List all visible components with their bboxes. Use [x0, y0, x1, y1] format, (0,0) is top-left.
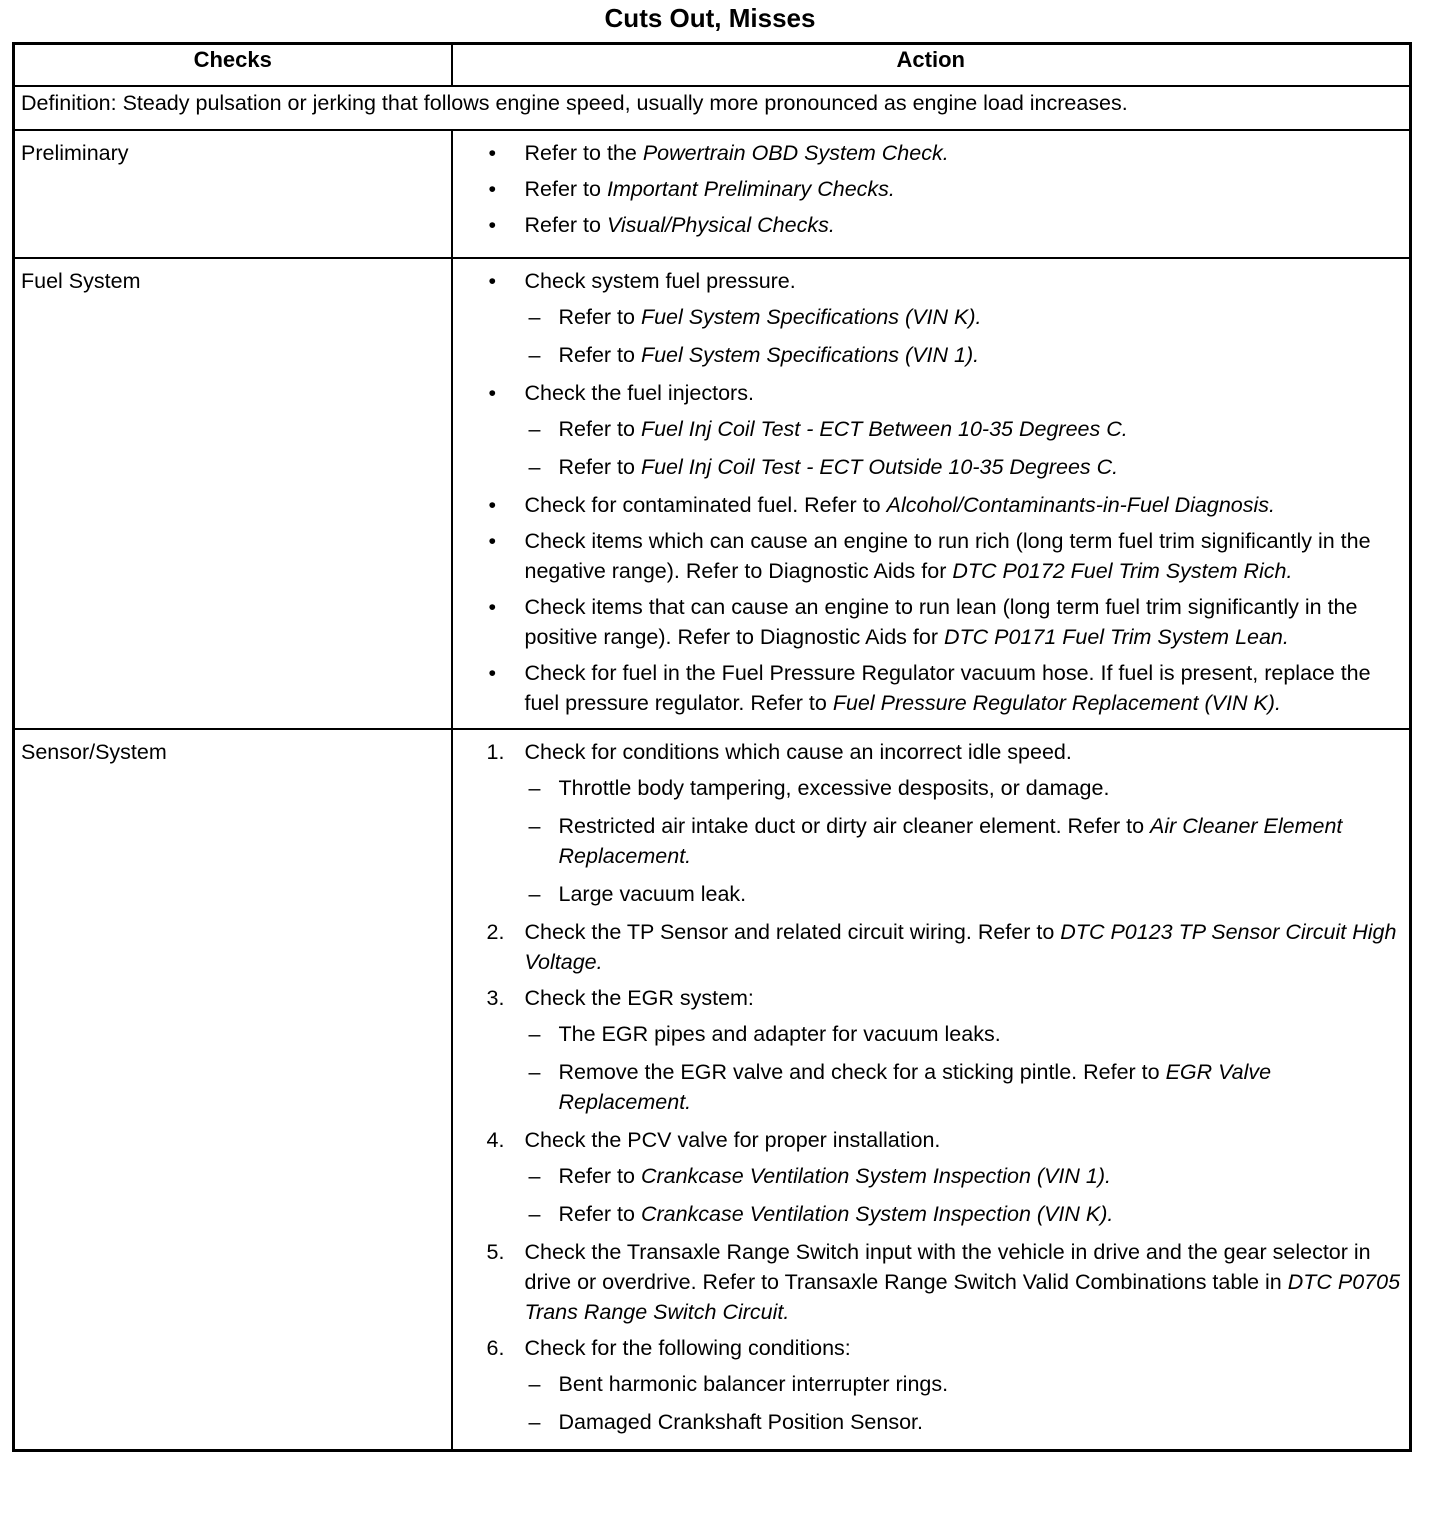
- item-text: [559, 1022, 1001, 1046]
- item-text: [525, 1240, 1401, 1324]
- item-text: [525, 493, 1276, 517]
- plain-text: Check the PCV valve for proper installation.: [524, 1128, 941, 1152]
- item-text: [559, 417, 1128, 441]
- fuel-system-row: [14, 258, 1411, 729]
- bullet-icon: •: [488, 529, 497, 553]
- plain-text: Refer to: [558, 417, 641, 441]
- dash-icon: –: [528, 1372, 541, 1396]
- dash-icon: –: [528, 776, 541, 800]
- plain-text: Refer to: [558, 1164, 641, 1188]
- plain-text: Check for the following conditions:: [524, 1336, 851, 1360]
- bullet-icon: •: [488, 177, 497, 201]
- sub-item: [525, 811, 1404, 871]
- plain-text: Refer to: [558, 343, 641, 367]
- item-text: [525, 213, 835, 237]
- item-number: 2.: [486, 920, 505, 944]
- checks-header: Checks: [14, 44, 452, 87]
- sub-item: [525, 1057, 1404, 1117]
- sub-item: [525, 414, 1404, 444]
- item-text: [525, 529, 1371, 583]
- reference-text: Fuel System Specifications (VIN 1).: [640, 343, 980, 367]
- plain-text: Check for fuel in the Fuel Pressure Regulator vacuum hose. If fuel is present, replace the fuel pressure regulator. Refer to: [524, 661, 1371, 715]
- plain-text: Restricted air intake duct or dirty air cleaner element. Refer to: [558, 814, 1151, 838]
- plain-text: Check the Transaxle Range Switch input with the vehicle in drive and the gear selector in drive or overdrive. Refer to Transaxle Range Switch Valid Combinations table in: [524, 1240, 1371, 1294]
- plain-text: Remove the EGR valve and check for a sticking pintle. Refer to: [558, 1060, 1166, 1084]
- item-text: [525, 381, 754, 405]
- item-number: 6.: [486, 1336, 505, 1360]
- definition-text: Definition: Steady pulsation or jerking that follows engine speed, usually more pronounced as engine load increases.: [14, 86, 1411, 130]
- item-text: [559, 776, 1110, 800]
- numbered-item: [487, 1237, 1404, 1327]
- item-number: 5.: [486, 1240, 505, 1264]
- sub-item: [525, 1369, 1404, 1399]
- reference-text: DTC P0172 Fuel Trim System Rich.: [952, 559, 1293, 583]
- sub-item: [525, 773, 1404, 803]
- item-text: [525, 1336, 851, 1360]
- action-header: Action: [452, 44, 1411, 87]
- plain-text: Check system fuel pressure.: [524, 269, 796, 293]
- dash-icon: –: [528, 417, 541, 441]
- reference-text: Fuel Inj Coil Test - ECT Outside 10-35 Degrees C.: [640, 455, 1119, 479]
- item-text: [559, 455, 1119, 479]
- sub-item: [525, 1407, 1404, 1437]
- item-text: [525, 1128, 941, 1152]
- sub-list: [525, 1019, 1404, 1117]
- numbered-item: [487, 917, 1404, 977]
- plain-text: Refer to: [558, 305, 641, 329]
- header-row: [14, 44, 1411, 87]
- plain-text: Refer to: [524, 213, 607, 237]
- item-text: [559, 814, 1343, 868]
- item-text: [525, 177, 895, 201]
- plain-text: Bent harmonic balancer interrupter rings.: [558, 1372, 949, 1396]
- sub-list: [525, 302, 1404, 370]
- item-text: [559, 1410, 924, 1434]
- sub-list: [525, 1161, 1404, 1229]
- dash-icon: –: [528, 1060, 541, 1084]
- bullet-item: [487, 658, 1404, 718]
- item-text: [525, 141, 949, 165]
- item-text: [525, 986, 754, 1010]
- reference-text: Fuel Inj Coil Test - ECT Between 10-35 Degrees C.: [640, 417, 1128, 441]
- item-text: [525, 269, 796, 293]
- plain-text: Refer to the: [524, 141, 643, 165]
- item-text: [525, 661, 1371, 715]
- plain-text: Check the fuel injectors.: [524, 381, 754, 405]
- sensor-system-label: Sensor/System: [14, 729, 452, 1451]
- sub-item: [525, 1199, 1404, 1229]
- reference-text: DTC P0171 Fuel Trim System Lean.: [943, 625, 1289, 649]
- dash-icon: –: [528, 1164, 541, 1188]
- bullet-icon: •: [488, 269, 497, 293]
- plain-text: Throttle body tampering, excessive desposits, or damage.: [558, 776, 1110, 800]
- bullet-icon: •: [488, 493, 497, 517]
- reference-text: EGR Valve Replacement.: [558, 1060, 1272, 1114]
- plain-text: Refer to: [558, 1202, 641, 1226]
- plain-text: Large vacuum leak.: [558, 882, 747, 906]
- sub-item: [525, 1161, 1404, 1191]
- sub-item: [525, 340, 1404, 370]
- item-text: [559, 343, 980, 367]
- numbered-item: [487, 1125, 1404, 1229]
- preliminary-row: [14, 130, 1411, 258]
- bullet-item: [487, 266, 1404, 370]
- plain-text: Check the EGR system:: [524, 986, 754, 1010]
- plain-text: Check items that can cause an engine to run lean (long term fuel trim significantly in the positive range). Refer to Diagnostic Aids for: [524, 595, 1358, 649]
- bullet-item: [487, 138, 1404, 168]
- bullet-item: [487, 378, 1404, 482]
- fuel-system-label: Fuel System: [14, 258, 452, 729]
- bullet-item: [487, 174, 1404, 204]
- sub-item: [525, 452, 1404, 482]
- reference-text: DTC P0123 TP Sensor Circuit High Voltage.: [524, 920, 1397, 974]
- dash-icon: –: [528, 343, 541, 367]
- numbered-item: [487, 737, 1404, 909]
- item-text: [559, 882, 747, 906]
- bullet-icon: •: [488, 381, 497, 405]
- sub-item: [525, 302, 1404, 332]
- reference-text: Important Preliminary Checks.: [606, 177, 895, 201]
- plain-text: Check the TP Sensor and related circuit wiring. Refer to: [524, 920, 1061, 944]
- dash-icon: –: [528, 1202, 541, 1226]
- definition-row: [14, 86, 1411, 130]
- item-text: [559, 1164, 1111, 1188]
- bullet-item: [487, 592, 1404, 652]
- item-text: [525, 920, 1397, 974]
- item-text: [559, 1060, 1272, 1114]
- reference-text: DTC P0705 Trans Range Switch Circuit.: [524, 1270, 1401, 1324]
- reference-text: Crankcase Ventilation System Inspection (VIN 1).: [640, 1164, 1111, 1188]
- plain-text: Check items which can cause an engine to run rich (long term fuel trim significantly in the negative range). Refer to Diagnostic Aids for: [524, 529, 1371, 583]
- reference-text: Alcohol/Contaminants-in-Fuel Diagnosis.: [886, 493, 1275, 517]
- sensor-system-row: [14, 729, 1411, 1451]
- plain-text: The EGR pipes and adapter for vacuum leaks.: [558, 1022, 1001, 1046]
- item-text: [559, 1372, 949, 1396]
- reference-text: Fuel Pressure Regulator Replacement (VIN K).: [832, 691, 1281, 715]
- preliminary-label: Preliminary: [14, 130, 452, 258]
- sub-list: [525, 414, 1404, 482]
- item-text: [559, 305, 982, 329]
- page-title: Cuts Out, Misses: [604, 3, 816, 33]
- sub-item: [525, 879, 1404, 909]
- bullet-icon: •: [488, 141, 497, 165]
- diagnostic-table: [12, 42, 1412, 1452]
- item-text: [525, 595, 1358, 649]
- dash-icon: –: [528, 305, 541, 329]
- bullet-icon: •: [488, 595, 497, 619]
- bullet-item: [487, 526, 1404, 586]
- numbered-item: [487, 983, 1404, 1117]
- numbered-item: [487, 1333, 1404, 1437]
- reference-text: Powertrain OBD System Check.: [642, 141, 949, 165]
- dash-icon: –: [528, 1410, 541, 1434]
- item-text: [559, 1202, 1114, 1226]
- fuel-system-actions: [452, 258, 1411, 729]
- sub-list: [525, 1369, 1404, 1437]
- item-number: 1.: [486, 740, 505, 764]
- plain-text: Check for contaminated fuel. Refer to: [524, 493, 887, 517]
- dash-icon: –: [528, 814, 541, 838]
- sub-list: [525, 773, 1404, 909]
- plain-text: Refer to: [524, 177, 607, 201]
- reference-text: Air Cleaner Element Replacement.: [558, 814, 1343, 868]
- item-number: 4.: [486, 1128, 505, 1152]
- reference-text: Crankcase Ventilation System Inspection (VIN K).: [640, 1202, 1114, 1226]
- item-number: 3.: [486, 986, 505, 1010]
- plain-text: Check for conditions which cause an incorrect idle speed.: [524, 740, 1072, 764]
- plain-text: Damaged Crankshaft Position Sensor.: [558, 1410, 924, 1434]
- dash-icon: –: [528, 455, 541, 479]
- preliminary-actions: [452, 130, 1411, 258]
- bullet-icon: •: [488, 213, 497, 237]
- plain-text: Refer to: [558, 455, 641, 479]
- reference-text: Visual/Physical Checks.: [606, 213, 835, 237]
- reference-text: Fuel System Specifications (VIN K).: [640, 305, 982, 329]
- dash-icon: –: [528, 882, 541, 906]
- bullet-item: [487, 210, 1404, 240]
- bullet-item: [487, 490, 1404, 520]
- dash-icon: –: [528, 1022, 541, 1046]
- item-text: [525, 740, 1072, 764]
- sub-item: [525, 1019, 1404, 1049]
- sensor-system-actions: [452, 729, 1411, 1451]
- bullet-icon: •: [488, 661, 497, 685]
